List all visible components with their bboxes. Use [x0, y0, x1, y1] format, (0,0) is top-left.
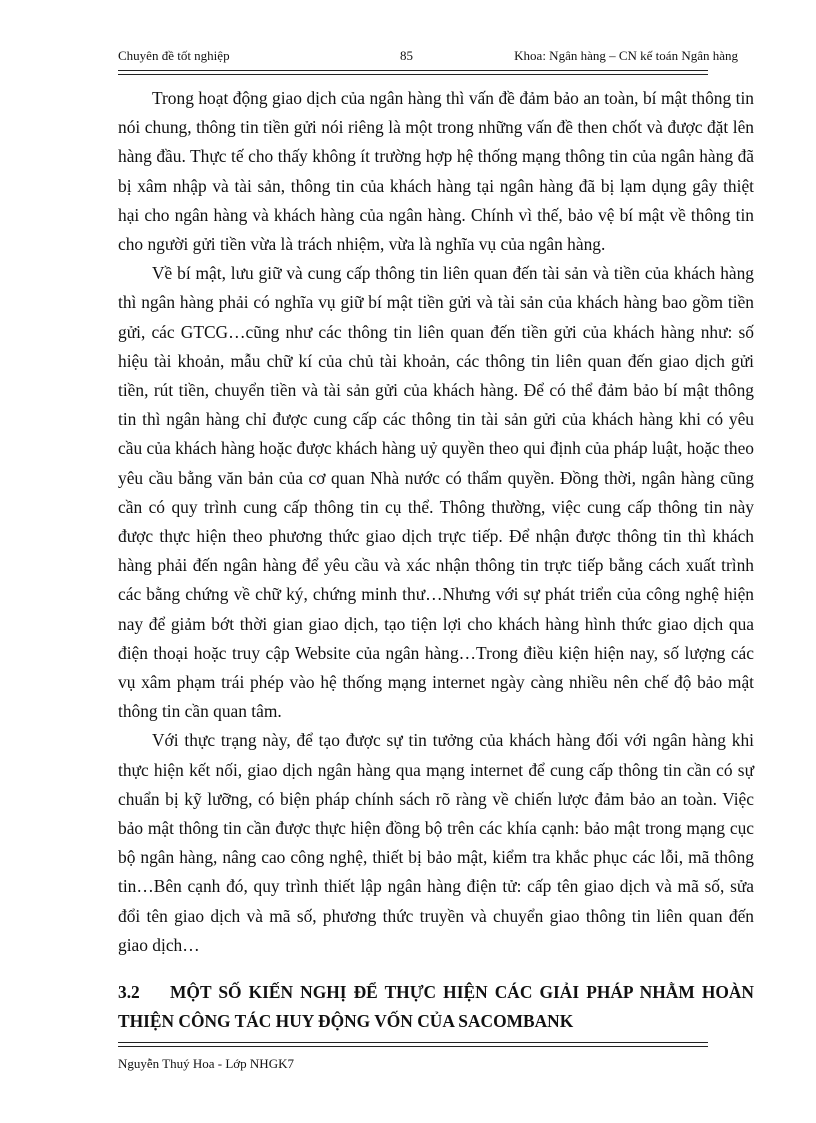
- header-faculty-label: Khoa: Ngân hàng – CN kế toán Ngân hàng: [514, 48, 738, 63]
- footer-divider: [118, 1042, 708, 1047]
- header-thesis-label: Chuyên đề tốt nghiệp: [118, 48, 230, 63]
- footer-author: Nguyễn Thuý Hoa - Lớp NHGK7: [118, 1056, 294, 1071]
- section-title: MỘT SỐ KIẾN NGHỊ ĐỂ THỰC HIỆN CÁC GIẢI PHÁP NHẰM HOÀN THIỆN CÔNG TÁC HUY ĐỘNG VỐN CỦA SACOMBANK: [118, 982, 754, 1032]
- paragraph: Với thực trạng này, để tạo được sự tin tưởng của khách hàng đối với ngân hàng khi thực hiện kết nối, giao dịch ngân hàng qua mạng internet để cung cấp thông tin cần có sự chuẩn bị kỹ lưỡng, có biện pháp chính sách rõ ràng về chiến lược đảm bảo an toàn. Việc bảo mật thông tin cần được thực hiện đồng bộ trên các khía cạnh: bảo mật trong mạng cục bộ ngân hàng, nâng cao công nghệ, thiết bị bảo mật, kiểm tra khắc phục các lỗi, mã thông tin…Bên cạnh đó, quy trình thiết lập ngân hàng điện tử: cấp tên giao dịch và mã số, sửa đổi tên giao dịch và mã số, phương thức truyền và chuyển giao thông tin liên quan đến giao dịch…: [118, 730, 754, 955]
- document-body: [118, 84, 754, 960]
- page-header: [118, 48, 738, 68]
- section-number: 3.2: [118, 982, 140, 1002]
- header-divider: [118, 70, 708, 75]
- section-heading: [118, 978, 754, 1036]
- paragraph: Trong hoạt động giao dịch của ngân hàng thì vấn đề đảm bảo an toàn, bí mật thông tin nói chung, thông tin tiền gửi nói riêng là một trong những vấn đề then chốt và được đặt lên hàng đầu. Thực tế cho thấy không ít trường hợp hệ thống mạng thông tin của ngân hàng đã bị xâm nhập và tài sản, thông tin của khách hàng tại ngân hàng đã bị lạm dụng gây thiệt hại cho ngân hàng và khách hàng của ngân hàng. Chính vì thế, bảo vệ bí mật về thông tin cho người gửi tiền vừa là trách nhiệm, vừa là nghĩa vụ của ngân hàng.: [118, 88, 754, 255]
- paragraph: Về bí mật, lưu giữ và cung cấp thông tin liên quan đến tài sản và tiền của khách hàng thì ngân hàng phải có nghĩa vụ giữ bí mật tiền gửi và tài sản của khách hàng bao gồm tiền gửi, các GTCG…cũng như các thông tin liên quan đến tiền gửi của khách hàng như: số hiệu tài khoản, mẫu chữ kí của chủ tài khoản, các thông tin liên quan đến giao dịch gửi tiền, rút tiền, chuyển tiền và tài sản gửi của khách hàng. Để có thể đảm bảo bí mật thông tin thì ngân hàng chỉ được cung cấp các thông tin tài sản gửi của khách hàng khi có yêu cầu của khách hàng hoặc được khách hàng uỷ quyền theo qui định của pháp luật, hoặc theo yêu cầu bằng văn bản của cơ quan Nhà nước có thẩm quyền. Đồng thời, ngân hàng cũng cần có quy trình cung cấp thông tin cụ thể. Thông thường, việc cung cấp thông tin này được thực hiện theo phương thức giao dịch trực tiếp. Để nhận được thông tin thì khách hàng phải đến ngân hàng để yêu cầu và xác nhận thông tin trực tiếp bằng cách xuất trình các bằng chứng về chữ ký, chứng minh thư…Nhưng với sự phát triển của công nghệ hiện nay để giảm bớt thời gian giao dịch, tạo tiện lợi cho khách hàng hình thức giao dịch qua điện thoại hoặc truy cập Website của ngân hàng…Trong điều kiện hiện nay, số lượng các vụ xâm phạm trái phép vào hệ thống mạng internet ngày càng nhiều nên chế độ bảo mật thông tin cần quan tâm.: [118, 263, 754, 722]
- page-number: 85: [400, 48, 413, 63]
